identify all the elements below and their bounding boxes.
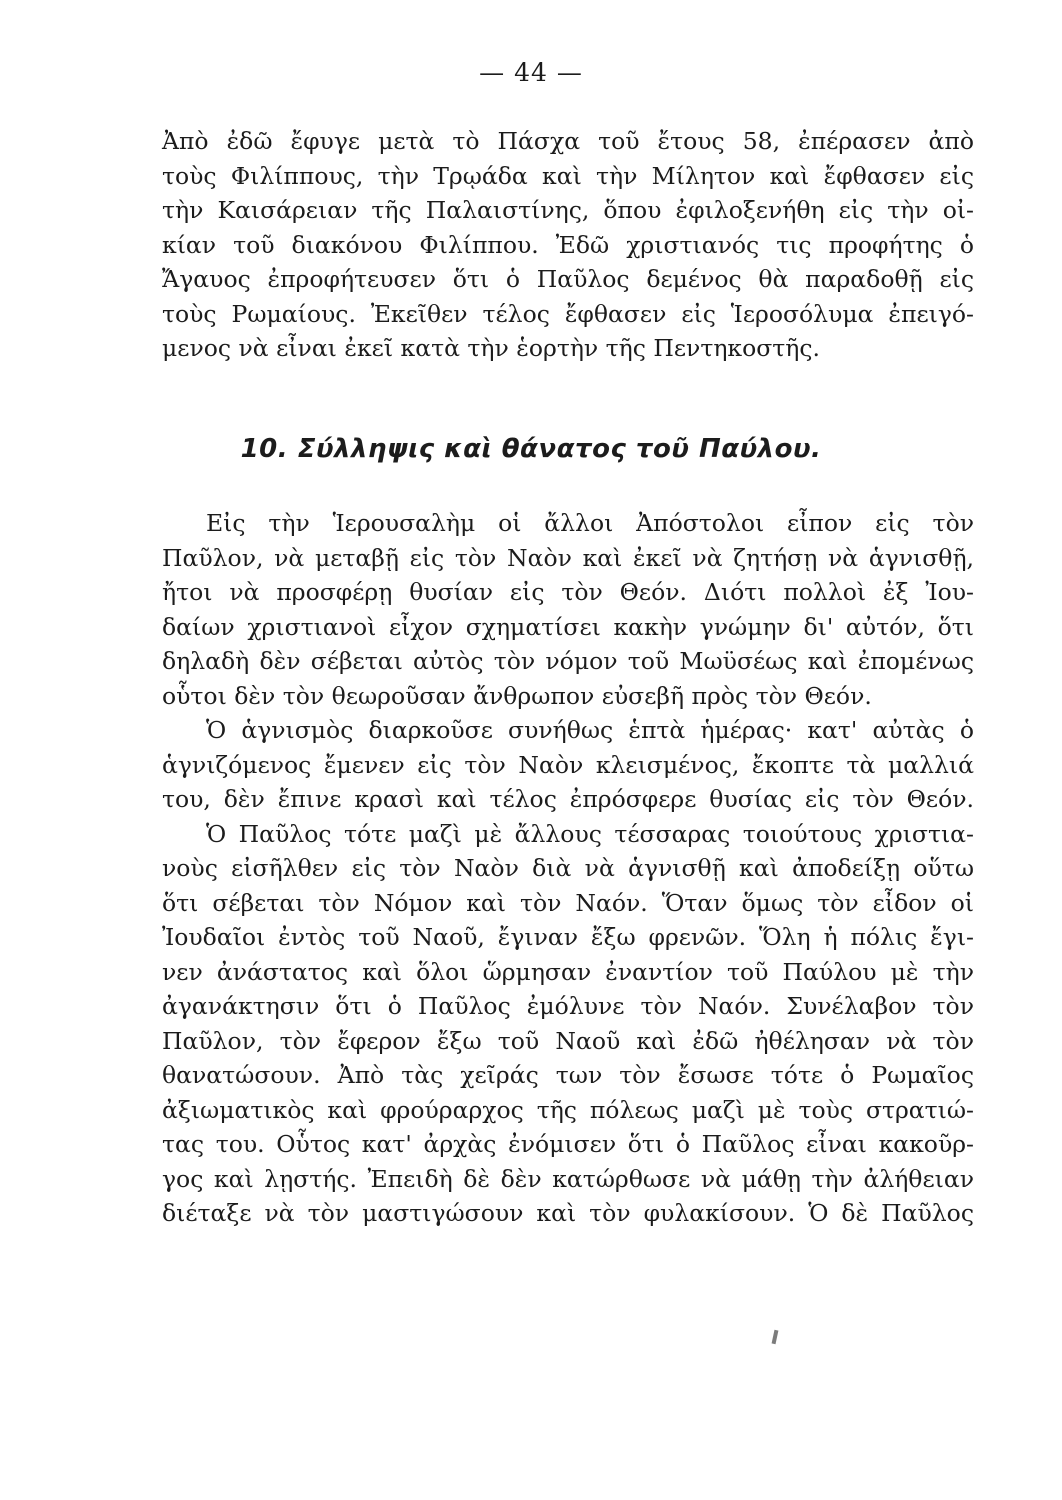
text-line: θανατώσουν. Ἀπὸ τὰς χεῖράς των τὸν ἔσωσε τότε ὁ Ρωμαῖος [162,1061,974,1089]
page-number: — 44 — [479,58,583,87]
text-line: Εἰς τὴν Ἱερουσαλὴμ οἱ ἄλλοι Ἀπόστολοι εἶπον εἰς τὸν [206,509,974,537]
section-heading: 10. Σύλληψις καὶ θάνατος τοῦ Παύλου. [240,434,822,464]
text-line: δηλαδὴ δὲν σέβεται αὐτὸς τὸν νόμον τοῦ Μωϋσέως καὶ ἐπομένως [162,647,974,675]
ink-speck [772,1330,779,1345]
text-line: ἁγνιζόμενος ἔμενεν εἰς τὸν Ναὸν κλεισμένος, ἔκοπτε τὰ μαλλιά [162,750,974,779]
text-line: Ἄγαυος ἐπροφήτευσεν ὅτι ὁ Παῦλος δεμένος θὰ παραδοθῇ εἰς [162,265,974,293]
text-line: Παῦλον, τὸν ἔφερον ἔξω τοῦ Ναοῦ καὶ ἐδῶ ἠθέλησαν νὰ τὸν [162,1026,974,1055]
text-line: ἀξιωματικὸς καὶ φρούραρχος τῆς πόλεως μαζὶ μὲ τοὺς στρατιώ- [162,1095,974,1124]
text-line: Ὁ Παῦλος τότε μαζὶ μὲ ἄλλους τέσσαρας τοιούτους χριστια- [206,819,974,848]
text-line: ἤτοι νὰ προσφέρῃ θυσίαν εἰς τὸν Θεόν. Διότι πολλοὶ ἐξ Ἰου- [162,578,974,606]
text-line: νοὺς εἰσῆλθεν εἰς τὸν Ναὸν διὰ νὰ ἁγνισθῇ καὶ ἀποδείξῃ οὕτω [162,854,974,882]
section-body [162,506,974,1231]
text-line: νεν ἀνάστατος καὶ ὅλοι ὥρμησαν ἐναντίον τοῦ Παύλου μὲ τὴν [162,957,974,986]
text-line: διέταξε νὰ τὸν μαστιγώσουν καὶ τὸν φυλακίσουν. Ὁ δὲ Παῦλος [162,1199,974,1227]
text-line: οὗτοι δὲν τὸν θεωροῦσαν ἄνθρωπον εὐσεβῆ πρὸς τὸν Θεόν. [162,681,872,710]
text-line: Ἰουδαῖοι ἐντὸς τοῦ Ναοῦ, ἔγιναν ἔξω φρενῶν. Ὅλη ἡ πόλις ἔγι- [162,923,974,951]
text-line: γος καὶ λῃστής. Ἐπειδὴ δὲ δὲν κατώρθωσε νὰ μάθῃ τὴν ἀλήθειαν [162,1164,974,1193]
text-line: Παῦλον, νὰ μεταβῇ εἰς τὸν Ναὸν καὶ ἐκεῖ νὰ ζητήσῃ νὰ ἁγνισθῇ, [162,543,974,572]
text-line: του, δὲν ἔπινε κρασὶ καὶ τέλος ἐπρόσφερε θυσίας εἰς τὸν Θεόν. [162,785,974,813]
text-line: τὴν Καισάρειαν τῆς Παλαιστίνης, ὅπου ἐφιλοξενήθη εἰς τὴν οἰ- [162,196,974,224]
text-line: τοὺς Φιλίππους, τὴν Τρῳάδα καὶ τὴν Μίλητον καὶ ἔφθασεν εἰς [162,161,974,190]
paragraph-journey [162,124,974,366]
text-line: τοὺς Ρωμαίους. Ἐκεῖθεν τέλος ἔφθασεν εἰς Ἱεροσόλυμα ἐπειγό- [162,299,974,328]
text-line: ὅτι σέβεται τὸν Νόμον καὶ τὸν Ναόν. Ὅταν ὅμως τὸν εἶδον οἱ [162,888,974,917]
text-line: Ἀπὸ ἐδῶ ἔφυγε μετὰ τὸ Πάσχα τοῦ ἔτους 58, ἐπέρασεν ἀπὸ [162,127,974,155]
text-line: δαίων χριστιανοὶ εἶχον σχηματίσει κακὴν γνώμην δι' αὐτόν, ὅτι [162,612,974,641]
text-line: κίαν τοῦ διακόνου Φιλίππου. Ἐδῶ χριστιανός τις προφήτης ὁ [162,230,974,259]
text-line: τας του. Οὗτος κατ' ἀρχὰς ἐνόμισεν ὅτι ὁ Παῦλος εἶναι κακοῦρ- [162,1130,974,1158]
text-line: Ὁ ἁγνισμὸς διαρκοῦσε συνήθως ἑπτὰ ἡμέρας· κατ' αὐτὰς ὁ [206,716,974,744]
text-line: ἀγανάκτησιν ὅτι ὁ Παῦλος ἐμόλυνε τὸν Ναόν. Συνέλαβον τὸν [162,992,974,1020]
text-line: μενος νὰ εἶναι ἐκεῖ κατὰ τὴν ἑορτὴν τῆς Πεντηκοστῆς. [162,334,820,362]
